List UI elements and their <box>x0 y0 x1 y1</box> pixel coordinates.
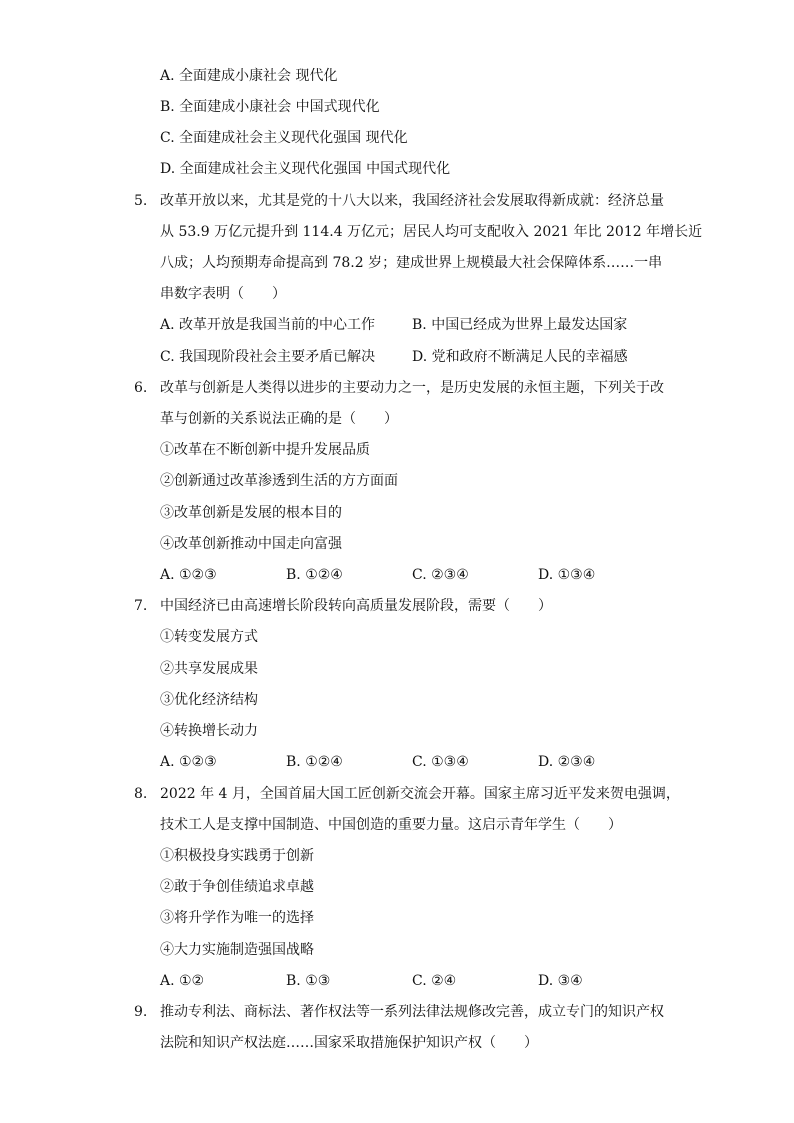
q7-option-b: B. ①②④ <box>286 754 343 770</box>
q7-item: ②共享发展成果 <box>160 661 258 677</box>
q5-stem-line: 串数字表明（ ） <box>160 286 286 302</box>
q7-number: 7. <box>134 598 148 614</box>
q6-item: ②创新通过改革渗透到生活的方方面面 <box>160 473 398 489</box>
q8-number: 8. <box>134 786 148 802</box>
q5-stem-line: 改革开放以来，尤其是党的十八大以来，我国经济社会发展取得新成就：经济总量 <box>160 193 664 209</box>
q8-item: ③将升学作为唯一的选择 <box>160 910 314 926</box>
q6-option-b: B. ①②④ <box>286 567 343 583</box>
q8-option-d: D. ③④ <box>538 973 583 989</box>
q6-option-c: C. ②③④ <box>412 567 469 583</box>
q7-option-d: D. ②③④ <box>538 754 596 770</box>
q7-option-a: A. ①②③ <box>160 754 217 770</box>
q4-option-d: D. 全面建成社会主义现代化强国 中国式现代化 <box>160 161 451 177</box>
q5-option-a: A. 改革开放是我国当前的中心工作 <box>160 317 376 333</box>
q5-option-d: D. 党和政府不断满足人民的幸福感 <box>412 349 628 365</box>
q9-number: 9. <box>134 1004 148 1020</box>
q4-option-a: A. 全面建成小康社会 现代化 <box>160 68 338 84</box>
q4-option-c: C. 全面建成社会主义现代化强国 现代化 <box>160 130 408 146</box>
q8-item: ②敢于争创佳绩追求卓越 <box>160 879 314 895</box>
q8-stem-line: 技术工人是支撑中国制造、中国创造的重要力量。这启示青年学生（ ） <box>160 817 622 833</box>
q6-option-a: A. ①②③ <box>160 567 217 583</box>
q8-option-b: B. ①③ <box>286 973 331 989</box>
q6-item: ④改革创新推动中国走向富强 <box>160 536 342 552</box>
q7-item: ④转换增长动力 <box>160 723 258 739</box>
q4-option-b: B. 全面建成小康社会 中国式现代化 <box>160 99 380 115</box>
q8-item: ④大力实施制造强国战略 <box>160 942 314 958</box>
q5-stem-line: 从 53.9 万亿元提升到 114.4 万亿元；居民人均可支配收入 2021 年比 2012 年增长近 <box>160 224 703 240</box>
q8-stem-line: 2022 年 4 月，全国首届大国工匠创新交流会开幕。国家主席习近平发来贺电强调， <box>160 786 680 802</box>
q7-item: ①转变发展方式 <box>160 629 258 645</box>
q8-option-c: C. ②④ <box>412 973 457 989</box>
q7-option-c: C. ①③④ <box>412 754 469 770</box>
q6-stem-line: 改革与创新是人类得以进步的主要动力之一，是历史发展的永恒主题，下列关于改 <box>160 380 664 396</box>
q5-number: 5. <box>134 193 148 209</box>
q5-stem-line: 八成；人均预期寿命提高到 78.2 岁；建成世界上规模最大社会保障体系……一串 <box>160 255 663 271</box>
q8-item: ①积极投身实践勇于创新 <box>160 848 314 864</box>
q5-option-c: C. 我国现阶段社会主要矛盾已解决 <box>160 349 376 365</box>
q6-item: ①改革在不断创新中提升发展品质 <box>160 442 370 458</box>
q6-item: ③改革创新是发展的根本目的 <box>160 505 342 521</box>
q5-option-b: B. 中国已经成为世界上最发达国家 <box>412 317 628 333</box>
q9-stem-line: 推动专利法、商标法、著作权法等一系列法律法规修改完善，成立专门的知识产权 <box>160 1004 664 1020</box>
q6-stem-line: 革与创新的关系说法正确的是（ ） <box>160 411 398 427</box>
q8-option-a: A. ①② <box>160 973 205 989</box>
q6-option-d: D. ①③④ <box>538 567 596 583</box>
q7-stem-line: 中国经济已由高速增长阶段转向高质量发展阶段，需要（ ） <box>160 598 552 614</box>
q6-number: 6. <box>134 380 148 396</box>
q9-stem-line: 法院和知识产权法庭……国家采取措施保护知识产权（ ） <box>160 1035 538 1051</box>
q7-item: ③优化经济结构 <box>160 692 258 708</box>
